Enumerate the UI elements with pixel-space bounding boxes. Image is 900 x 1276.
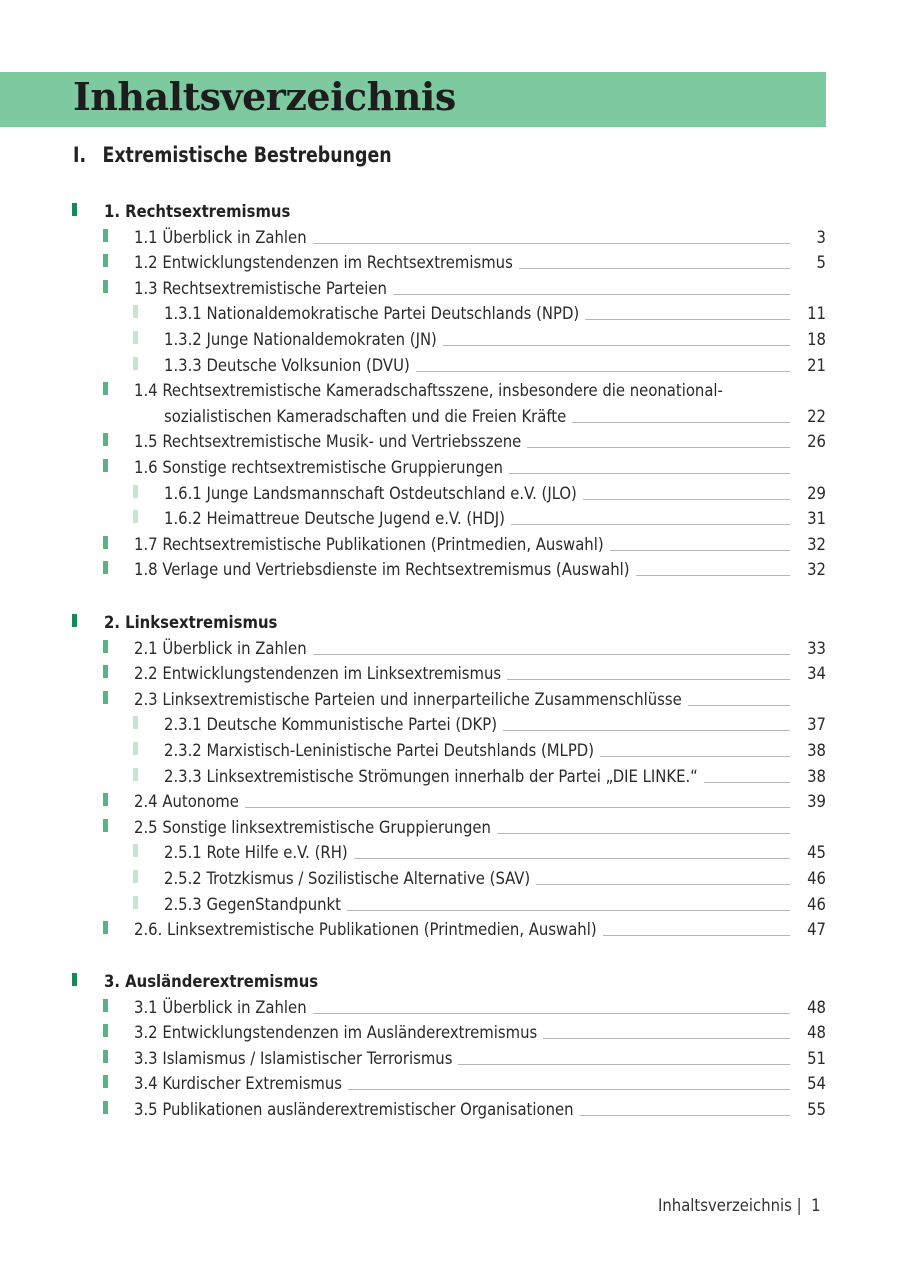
dot-leader: [497, 832, 790, 834]
entry-title: Sonstige linksextremistische Gruppierungen: [162, 817, 491, 837]
page-number: 45: [807, 843, 826, 863]
dot-leader: [313, 1012, 790, 1014]
page-number: 32: [807, 560, 826, 580]
entry-number: 2.3.1: [164, 715, 202, 735]
entry-title: Überblick in Zahlen: [162, 638, 307, 658]
entry-title: Rote Hilfe e.V. (RH): [206, 843, 348, 863]
dot-leader: [536, 883, 790, 885]
level2-marker-icon: [103, 1024, 108, 1037]
entry-title: Publikationen ausländerextremistischer Organisationen: [162, 1100, 574, 1119]
entry-number: 2.1: [134, 638, 158, 658]
entry-title: GegenStandpunkt: [206, 894, 341, 914]
entry-title: Marxistisch-Leninistische Partei Deutshlands (MLPD): [206, 741, 594, 760]
page-number: 39: [807, 792, 826, 812]
level2-marker-icon: [103, 229, 108, 242]
entry-title: Rechtsextremistische Publikationen (Printmedien, Auswahl): [162, 534, 604, 554]
dot-leader: [519, 267, 790, 269]
level2-marker-icon: [103, 999, 108, 1012]
toc-entry[interactable]: [133, 737, 826, 761]
entry-title: Überblick in Zahlen: [162, 997, 307, 1017]
level2-marker-icon: [103, 793, 108, 806]
level2-marker-icon: [103, 691, 108, 704]
toc-entry[interactable]: [103, 1096, 826, 1120]
page-number: 3: [816, 227, 826, 247]
entry-title: Trotzkismus / Sozilistische Alternative (SAV): [206, 869, 531, 888]
level2-marker-icon: [103, 254, 108, 267]
entry-title: Rechtsextremistische Musik- und Vertriebsszene: [162, 432, 522, 452]
entry-number: 1.2: [134, 253, 158, 273]
level2-marker-icon: [103, 1101, 108, 1114]
entry-title: Verlage und Vertriebsdienste im Rechtsextremismus (Auswahl): [162, 560, 630, 580]
entry-title: Junge Landsmannschaft Ostdeutschland e.V. (JLO): [206, 483, 577, 503]
entry-title: Nationaldemokratische Partei Deutschlands (NPD): [206, 304, 580, 324]
entry-title: Heimattreue Deutsche Jugend e.V. (HDJ): [206, 509, 505, 529]
entry-number: 1.6.2: [164, 509, 202, 529]
toc-entry[interactable]: [103, 788, 826, 812]
toc-entry[interactable]: [103, 428, 826, 452]
level2-marker-icon: [103, 561, 108, 574]
level3-marker-icon: [133, 357, 138, 370]
toc-entry[interactable]: [133, 352, 826, 376]
toc-entry[interactable]: [133, 891, 826, 915]
entry-number: 2.4: [134, 792, 158, 812]
dot-leader: [511, 523, 790, 525]
toc-entry[interactable]: [103, 1045, 826, 1069]
dot-leader: [603, 934, 790, 936]
page-number: 32: [807, 534, 826, 554]
page-number: 47: [807, 920, 826, 940]
page-title: Inhaltsverzeichnis: [73, 74, 456, 119]
level2-marker-icon: [103, 921, 108, 934]
toc-entry[interactable]: [133, 505, 826, 529]
level2-marker-icon: [103, 1050, 108, 1063]
page-number: 46: [807, 869, 826, 888]
page-number: 26: [807, 432, 826, 452]
entry-title: Deutsche Kommunistische Partei (DKP): [206, 715, 498, 735]
page-number: 22: [807, 406, 826, 426]
toc-entry[interactable]: [103, 660, 826, 684]
footer-label: Inhaltsverzeichnis: [658, 1196, 792, 1215]
entry-title: Linksextremistische Parteien und innerparteiliche Zusammenschlüsse: [162, 689, 682, 709]
entry-number: 3.3: [134, 1048, 158, 1068]
entry-number: 2.3.2: [164, 741, 202, 760]
part-title: Extremistische Bestrebungen: [102, 143, 392, 167]
level3-marker-icon: [133, 305, 138, 318]
entry-number: 3.5: [134, 1100, 158, 1119]
toc-entry[interactable]: [103, 224, 826, 248]
entry-number: 1.5: [134, 432, 158, 452]
entry-number: 1.3: [134, 278, 158, 298]
level3-marker-icon: [133, 485, 138, 498]
section-heading[interactable]: [72, 968, 826, 992]
page-number: 34: [807, 664, 826, 684]
dot-leader: [503, 729, 790, 731]
section-heading[interactable]: [72, 198, 826, 222]
dot-leader: [393, 293, 790, 295]
toc-entry[interactable]: [103, 1019, 826, 1043]
entry-title: Sonstige rechtsextremistische Gruppierungen: [162, 458, 503, 477]
toc-entry[interactable]: [103, 635, 826, 659]
level3-marker-icon: [133, 716, 138, 729]
toc-entry[interactable]: [103, 377, 826, 401]
dot-leader: [704, 781, 790, 783]
page-number: 31: [807, 509, 826, 529]
dot-leader: [610, 549, 790, 551]
entry-number: 1.6.1: [164, 483, 202, 503]
page-number: 11: [807, 304, 826, 324]
toc-entry[interactable]: [103, 531, 826, 555]
level1-marker-icon: [72, 973, 77, 986]
level2-marker-icon: [103, 1075, 108, 1088]
page-number: 48: [807, 1023, 826, 1043]
entry-number: 3.4: [134, 1074, 158, 1094]
entry-title: Entwicklungstendenzen im Linksextremismus: [162, 664, 502, 684]
page-number: 48: [807, 997, 826, 1017]
page-number: 46: [807, 894, 826, 914]
entry-number: 2.5: [134, 817, 158, 837]
part-heading: [73, 143, 392, 167]
dot-leader: [313, 653, 790, 655]
entry-title: Islamismus / Islamistischer Terrorismus: [162, 1048, 453, 1068]
level3-marker-icon: [133, 768, 138, 781]
dot-leader: [507, 678, 790, 680]
level2-marker-icon: [103, 536, 108, 549]
entry-number: 1.6: [134, 458, 158, 477]
page-number: 1: [811, 1196, 821, 1215]
dot-leader: [245, 806, 790, 808]
entry-number: 2.6.: [134, 920, 163, 940]
level3-marker-icon: [133, 742, 138, 755]
dot-leader: [572, 421, 790, 423]
toc-entry-continuation[interactable]: [164, 403, 826, 427]
entry-number: 1.7: [134, 534, 158, 554]
dot-leader: [313, 242, 790, 244]
dot-leader: [636, 574, 790, 576]
page-number: 55: [807, 1100, 826, 1119]
level2-marker-icon: [103, 433, 108, 446]
part-number: I.: [73, 143, 87, 167]
entry-number: 1.3.2: [164, 330, 202, 349]
page-number: 33: [807, 638, 826, 658]
entry-title: Autonome: [162, 792, 239, 812]
level2-marker-icon: [103, 280, 108, 293]
dot-leader: [348, 1088, 790, 1090]
entry-number: 1.3.3: [164, 355, 202, 375]
dot-leader: [688, 704, 790, 706]
page-number: 21: [807, 355, 826, 375]
entry-number: 1.3.1: [164, 304, 202, 324]
page-number: 5: [816, 253, 826, 273]
entry-title: Kurdischer Extremismus: [162, 1074, 343, 1094]
dot-leader: [583, 498, 790, 500]
toc-entry[interactable]: [103, 994, 826, 1018]
toc-entry[interactable]: [103, 1070, 826, 1094]
page-number: 38: [807, 741, 826, 760]
entry-title: Entwicklungstendenzen im Rechtsextremismus: [162, 253, 513, 273]
level3-marker-icon: [133, 844, 138, 857]
level2-marker-icon: [103, 640, 108, 653]
toc-entry[interactable]: [103, 249, 826, 273]
toc-entry[interactable]: [133, 865, 826, 889]
level2-marker-icon: [103, 665, 108, 678]
entry-number: 1.8: [134, 560, 158, 580]
entry-title: Deutsche Volksunion (DVU): [206, 355, 410, 375]
page-number: 51: [807, 1048, 826, 1068]
toc-entry[interactable]: [133, 711, 826, 735]
level3-marker-icon: [133, 896, 138, 909]
dot-leader: [527, 446, 790, 448]
level1-marker-icon: [72, 203, 77, 216]
entry-number: 2.5.2: [164, 869, 202, 888]
entry-title: Überblick in Zahlen: [162, 227, 307, 247]
section-title: 1. Rechtsextremismus: [104, 202, 291, 221]
level3-marker-icon: [133, 331, 138, 344]
entry-title: Linksextremistische Publikationen (Printmedien, Auswahl): [167, 920, 597, 940]
level3-marker-icon: [133, 870, 138, 883]
entry-number: 2.3.3: [164, 766, 202, 786]
page-number: 54: [807, 1074, 826, 1094]
toc-entry[interactable]: [133, 763, 826, 787]
dot-leader: [585, 318, 790, 320]
dot-leader: [458, 1063, 790, 1065]
level1-marker-icon: [72, 614, 77, 627]
entry-title: Junge Nationaldemokraten (JN): [206, 330, 437, 349]
entry-title: Linksextremistische Strömungen innerhalb der Partei „DIE LINKE.“: [206, 766, 698, 786]
toc-entry[interactable]: [103, 454, 826, 478]
toc-entry[interactable]: [103, 556, 826, 580]
level3-marker-icon: [133, 510, 138, 523]
footer-separator: |: [796, 1196, 802, 1215]
dot-leader: [509, 472, 790, 474]
page-number: 29: [807, 483, 826, 503]
dot-leader: [543, 1037, 790, 1039]
dot-leader: [580, 1114, 790, 1116]
page-number: 37: [807, 715, 826, 735]
entry-title: Entwicklungstendenzen im Ausländerextremismus: [162, 1023, 538, 1043]
page-footer: [658, 1196, 821, 1215]
section-heading[interactable]: [72, 609, 826, 633]
level2-marker-icon: [103, 382, 108, 395]
entry-number: 3.2: [134, 1023, 158, 1043]
toc-entry[interactable]: [133, 300, 826, 324]
section-title: 3. Ausländerextremismus: [104, 972, 319, 991]
toc-entry[interactable]: [133, 480, 826, 504]
entry-title: Rechtsextremistische Kameradschaftsszene, insbesondere die neonational-: [162, 381, 723, 401]
level2-marker-icon: [103, 459, 108, 472]
entry-number: 2.5.3: [164, 894, 202, 914]
toc-entry[interactable]: [103, 275, 826, 299]
entry-number: 3.1: [134, 997, 158, 1017]
dot-leader: [600, 755, 790, 757]
entry-number: 2.5.1: [164, 843, 202, 863]
entry-title-continued: sozialistischen Kameradschaften und die Freien Kräfte: [164, 406, 567, 426]
toc-entry[interactable]: [103, 686, 826, 710]
level2-marker-icon: [103, 819, 108, 832]
section-title: 2. Linksextremismus: [104, 613, 278, 632]
page-number: 18: [807, 330, 826, 349]
toc-entry[interactable]: [133, 839, 826, 863]
entry-number: 2.2: [134, 664, 158, 684]
entry-title: Rechtsextremistische Parteien: [162, 278, 387, 298]
dot-leader: [416, 370, 790, 372]
toc-entry[interactable]: [133, 326, 826, 350]
dot-leader: [347, 909, 790, 911]
dot-leader: [354, 857, 790, 859]
entry-number: 2.3: [134, 689, 158, 709]
entry-number: 1.4: [134, 381, 158, 401]
page-number: 38: [807, 766, 826, 786]
entry-number: 1.1: [134, 227, 158, 247]
dot-leader: [443, 344, 790, 346]
toc-entry[interactable]: [103, 916, 826, 940]
toc-entry[interactable]: [103, 814, 826, 838]
